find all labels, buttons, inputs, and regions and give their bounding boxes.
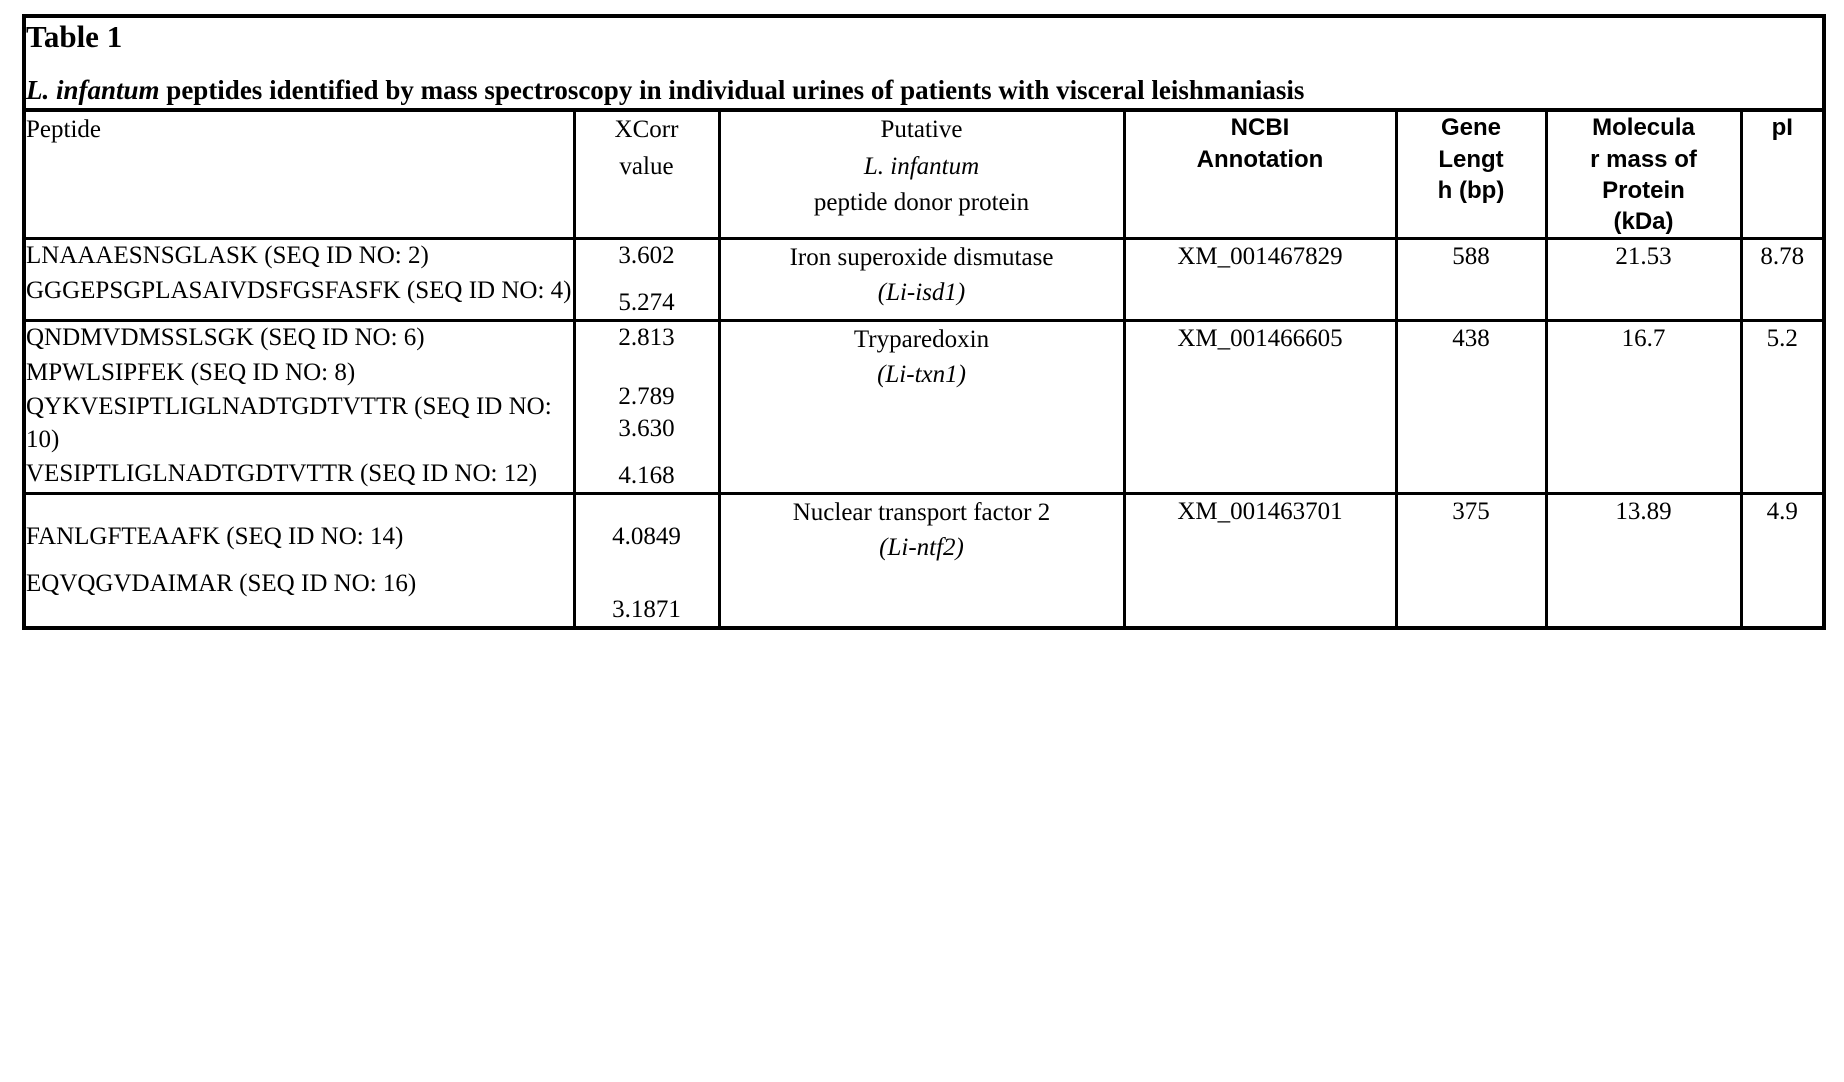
cell-donor-protein [719, 321, 1124, 494]
column-header-molecular-mass [1546, 110, 1741, 238]
column-header-xcorr-line2: value [619, 152, 674, 180]
column-header-gene-line2: Lengt [1438, 145, 1504, 173]
table-caption-text: peptides identified by mass spectroscopy in individual urines of patients with visceral leishmaniasis [159, 74, 1305, 105]
peptide-entry: GGGEPSGPLASAIVDSFGSFASFK (SEQ ID NO: 4) [26, 276, 572, 304]
table-title-cell [24, 16, 1824, 110]
cell-xcorr [574, 321, 719, 494]
cell-molecular-mass: 16.7 [1546, 321, 1741, 494]
peptide-entry: VESIPTLIGLNADTGDTVTTR (SEQ ID NO: 12) [26, 460, 538, 488]
donor-protein-gene [721, 530, 1123, 565]
cell-donor-protein [719, 239, 1124, 321]
xcorr-value: 4.168 [618, 461, 675, 489]
column-header-mass-line2: r mass of [1590, 145, 1697, 173]
spacer [576, 446, 718, 460]
cell-gene-length: 438 [1396, 321, 1546, 494]
table-number: Table 1 [26, 19, 123, 54]
column-header-gene-length [1396, 110, 1546, 238]
column-header-donor-line2: peptide donor protein [813, 188, 1030, 216]
xcorr-value: 2.813 [618, 324, 675, 352]
spacer [576, 355, 718, 381]
column-header-ncbi-line1: NCBI [1230, 114, 1290, 142]
xcorr-value: 3.602 [618, 242, 675, 270]
peptide-entry: EQVQGVDAIMAR (SEQ ID NO: 16) [26, 569, 417, 597]
column-header-gene-line3: h (bp) [1437, 176, 1505, 204]
cell-molecular-mass: 13.89 [1546, 494, 1741, 629]
spacer [576, 273, 718, 287]
donor-protein-gene [721, 275, 1123, 310]
table-caption-species: L. infantum [26, 74, 160, 105]
table-caption [26, 73, 1822, 109]
spacer [26, 495, 573, 521]
cell-xcorr [574, 239, 719, 321]
cell-gene-length: 588 [1396, 239, 1546, 321]
table-header-row [24, 110, 1824, 238]
column-header-mass-line1: Molecula [1592, 114, 1695, 142]
spacer [26, 554, 573, 568]
column-header-donor-species: L. infantum [863, 152, 980, 180]
column-header-mass-line4: (kDa) [1613, 207, 1674, 235]
donor-protein-name: Iron superoxide dismutase [789, 244, 1054, 272]
xcorr-value: 4.0849 [612, 523, 681, 551]
cell-xcorr [574, 494, 719, 629]
column-header-mass-line3: Protein [1602, 176, 1685, 204]
cell-gene-length: 375 [1396, 494, 1546, 629]
cell-molecular-mass: 21.53 [1546, 239, 1741, 321]
column-header-peptide: Peptide [24, 110, 574, 238]
cell-pi: 8.78 [1741, 239, 1824, 321]
column-header-ncbi-annotation [1124, 110, 1396, 238]
donor-protein-gene [721, 357, 1123, 392]
donor-protein-gene-italic: (Li-ntf2) [879, 534, 964, 562]
peptide-entry: QYKVESIPTLIGLNADTGDTVTTR (SEQ ID NO: 10) [26, 393, 552, 453]
column-header-ncbi-line2: Annotation [1196, 145, 1324, 173]
column-header-xcorr [574, 110, 719, 238]
cell-ncbi-annotation: XM_001463701 [1124, 494, 1396, 629]
peptide-entry: MPWLSIPFEK (SEQ ID NO: 8) [26, 358, 356, 386]
column-header-xcorr-line1: XCorr [614, 116, 679, 144]
peptide-table [22, 14, 1826, 630]
table-row [24, 494, 1824, 629]
donor-protein-name: Tryparedoxin [853, 326, 990, 354]
peptide-entry: QNDMVDMSSLSGK (SEQ ID NO: 6) [26, 324, 425, 352]
table-title-row [24, 16, 1824, 110]
xcorr-value: 2.789 [618, 382, 675, 410]
cell-peptides [24, 321, 574, 494]
peptide-entry: LNAAAESNSGLASK (SEQ ID NO: 2) [26, 242, 429, 270]
column-header-donor-line1 [721, 112, 1123, 185]
cell-donor-protein [719, 494, 1124, 629]
spacer [576, 495, 718, 521]
cell-peptides [24, 494, 574, 629]
donor-protein-name: Nuclear transport factor 2 [792, 499, 1051, 527]
donor-protein-gene-italic: (Li-isd1) [877, 279, 966, 307]
spacer [576, 554, 718, 594]
cell-pi: 4.9 [1741, 494, 1824, 629]
cell-peptides [24, 239, 574, 321]
column-header-gene-line1: Gene [1440, 114, 1502, 142]
xcorr-value: 3.630 [618, 415, 675, 443]
xcorr-value: 3.1871 [612, 595, 681, 623]
cell-ncbi-annotation: XM_001467829 [1124, 239, 1396, 321]
cell-ncbi-annotation: XM_001466605 [1124, 321, 1396, 494]
column-header-donor-prefix: Putative [880, 116, 963, 144]
cell-pi: 5.2 [1741, 321, 1824, 494]
column-header-donor-protein [719, 110, 1124, 238]
table-row [24, 321, 1824, 494]
table-row [24, 239, 1824, 321]
column-header-pi: pI [1741, 110, 1824, 238]
xcorr-value: 5.274 [618, 288, 675, 316]
peptide-entry: FANLGFTEAAFK (SEQ ID NO: 14) [26, 523, 404, 551]
donor-protein-gene-italic: (Li-txn1) [877, 361, 966, 389]
